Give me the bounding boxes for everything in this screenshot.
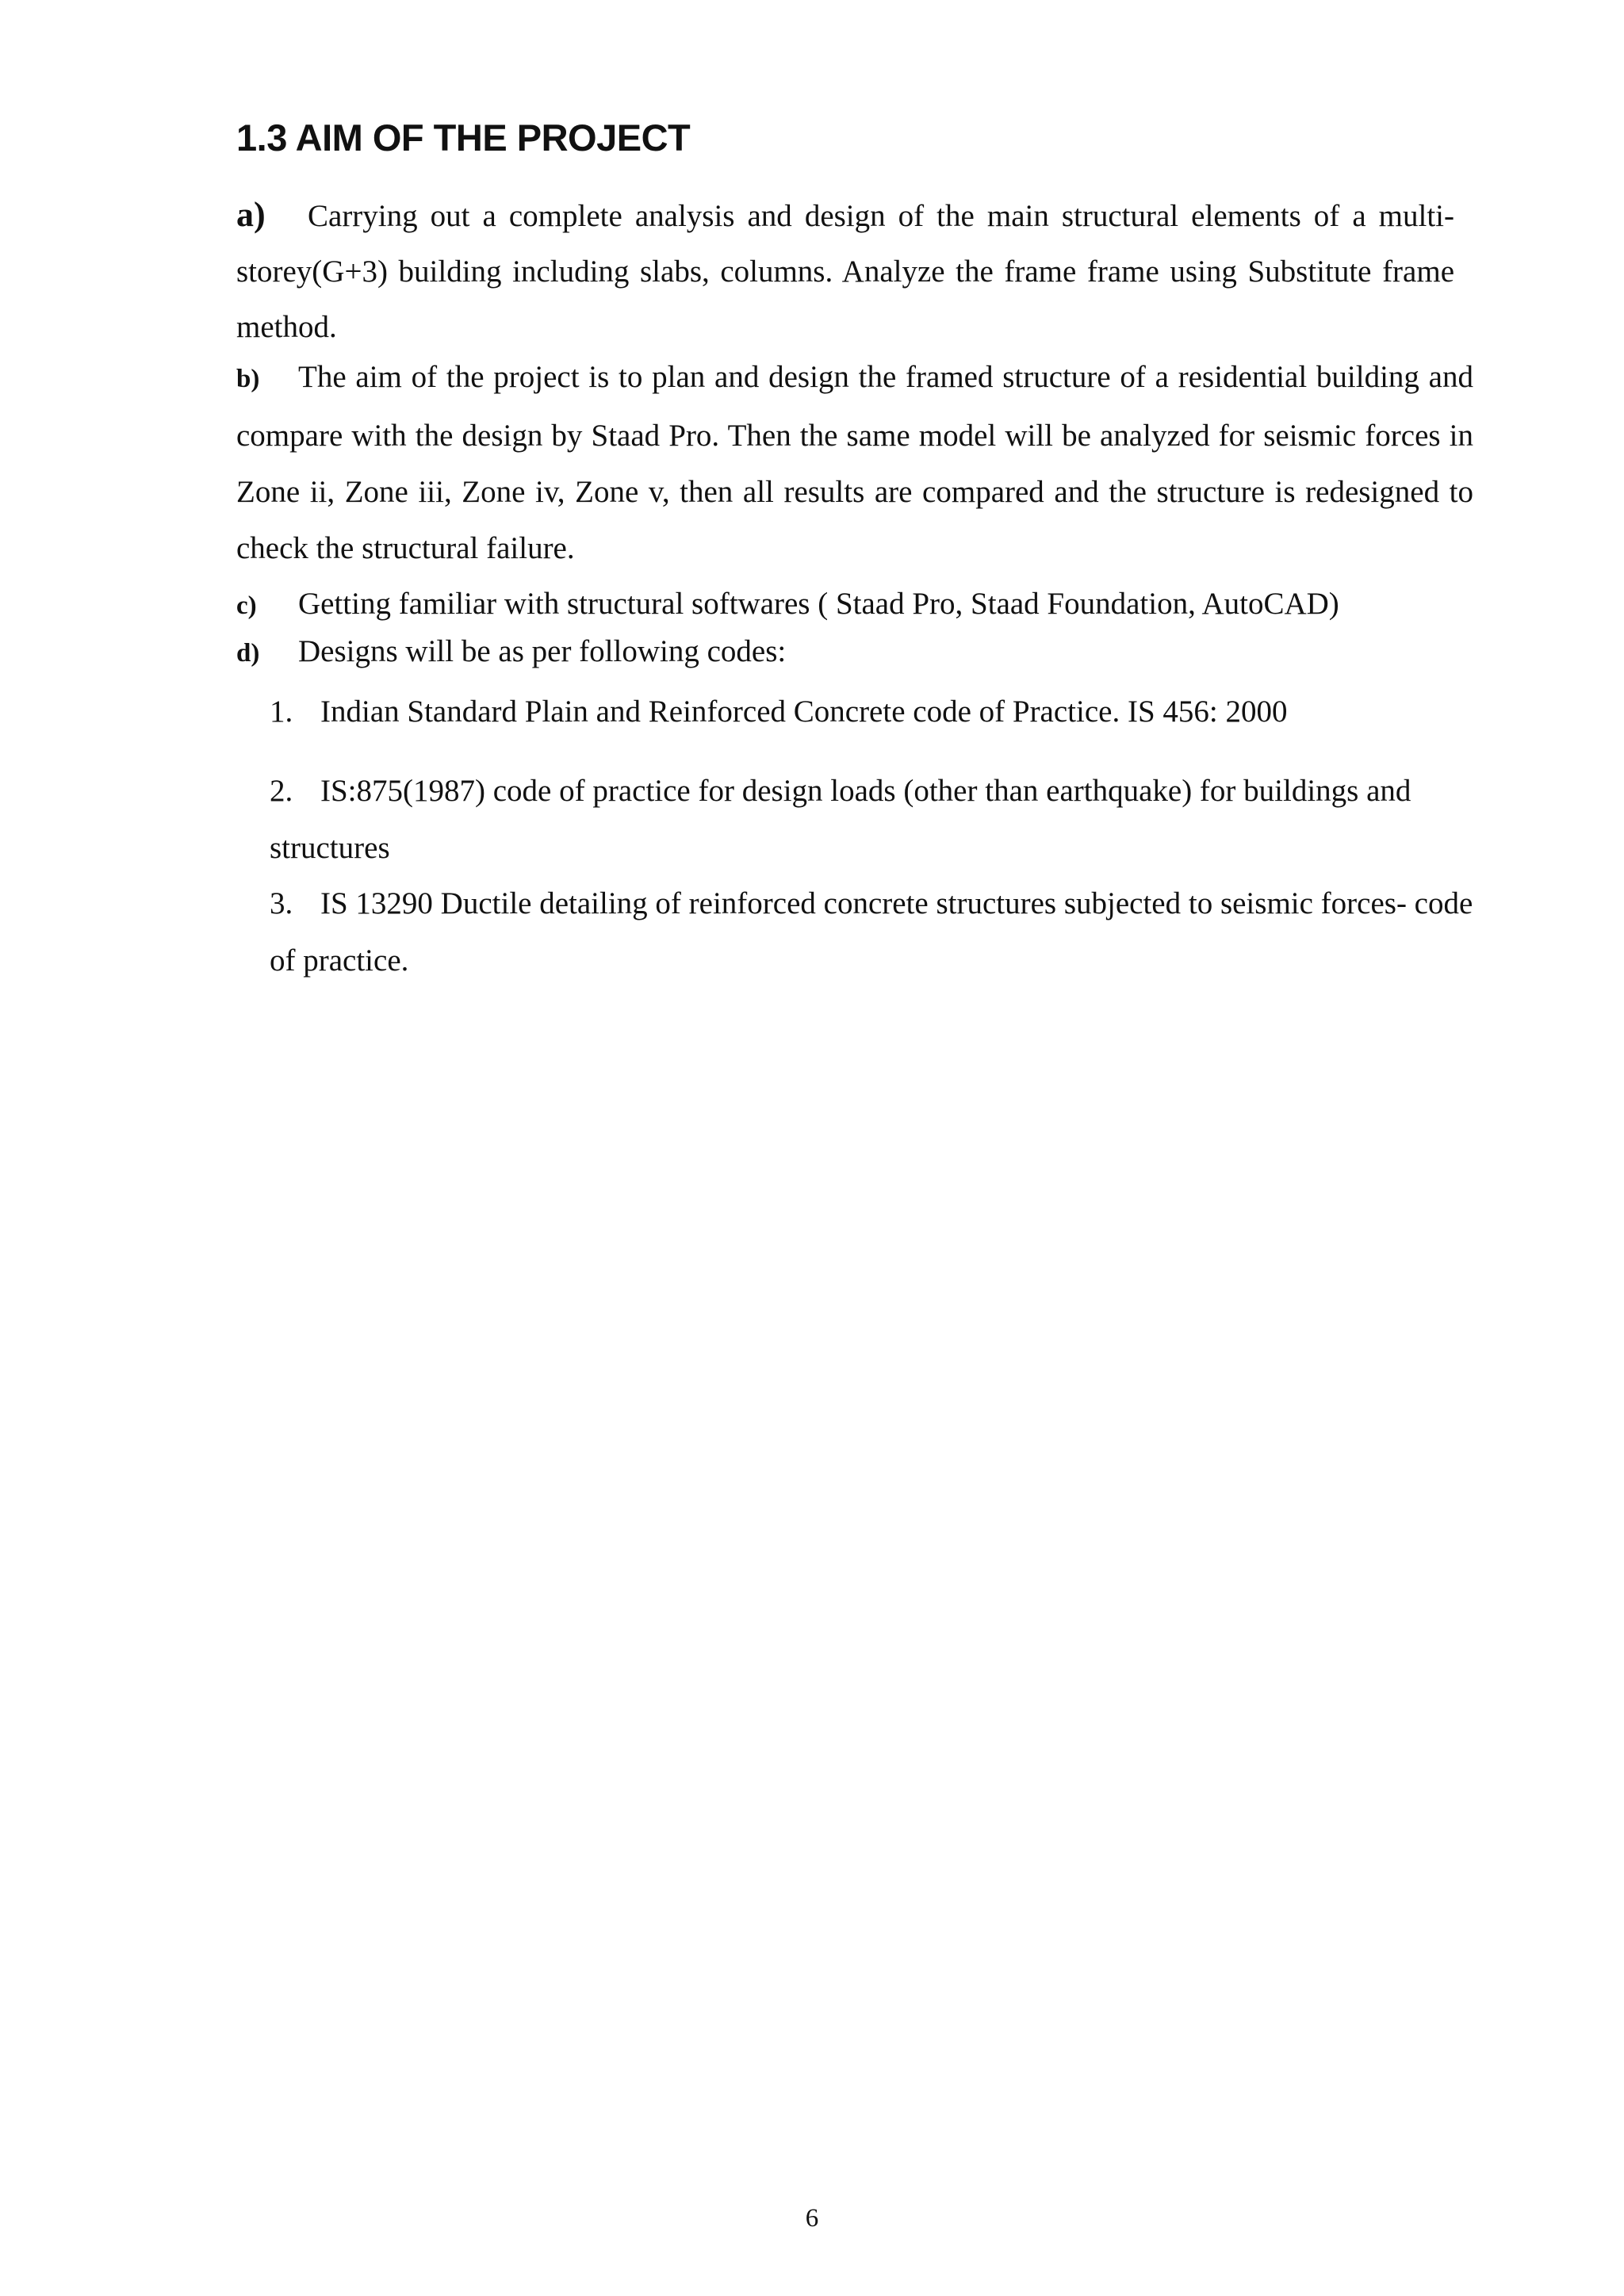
code-list-item [270, 875, 1475, 989]
code-list-item [270, 688, 1475, 736]
page-number: 6 [805, 2204, 819, 2233]
item-marker-c: c) [236, 591, 257, 620]
code-text: IS 13290 Ductile detailing of reinforced concrete structures subjected to seismic forces- code of practice. [270, 886, 1473, 978]
item-marker-b: b) [236, 365, 260, 393]
aim-item-c [236, 580, 1473, 629]
section-heading: 1.3 AIM OF THE PROJECT [236, 117, 691, 159]
code-text: Indian Standard Plain and Reinforced Concrete code of Practice. IS 456: 2000 [320, 695, 1288, 729]
aim-item-a [236, 187, 1454, 355]
code-number: 3. [270, 886, 293, 920]
code-text: IS:875(1987) code of practice for design loads (other than earthquake) for buildings and structures [270, 774, 1411, 865]
code-number: 1. [270, 695, 293, 729]
aim-item-b [236, 349, 1473, 576]
item-text-c: Getting familiar with structural softwares ( Staad Pro, Staad Foundation, AutoCAD) [298, 587, 1339, 621]
aim-item-d [236, 628, 1473, 677]
code-number: 2. [270, 774, 293, 808]
code-list-item [270, 763, 1475, 877]
item-text-a: Carrying out a complete analysis and design of the main structural elements of a multi-storey(G+3) building including slabs, columns. Analyze the frame frame using Substitute frame method. [236, 199, 1454, 344]
item-text-b: The aim of the project is to plan and design the framed structure of a residential building and compare with the design by Staad Pro. Then the same model will be analyzed for seismic forces in Zone ii, Zone iii, Zone iv, Zone v, then all results are compared and the structure is redesigned to check the structural failure. [236, 360, 1473, 565]
item-marker-a: a) [236, 195, 266, 234]
item-marker-d: d) [236, 639, 260, 668]
item-text-d: Designs will be as per following codes: [298, 634, 787, 668]
